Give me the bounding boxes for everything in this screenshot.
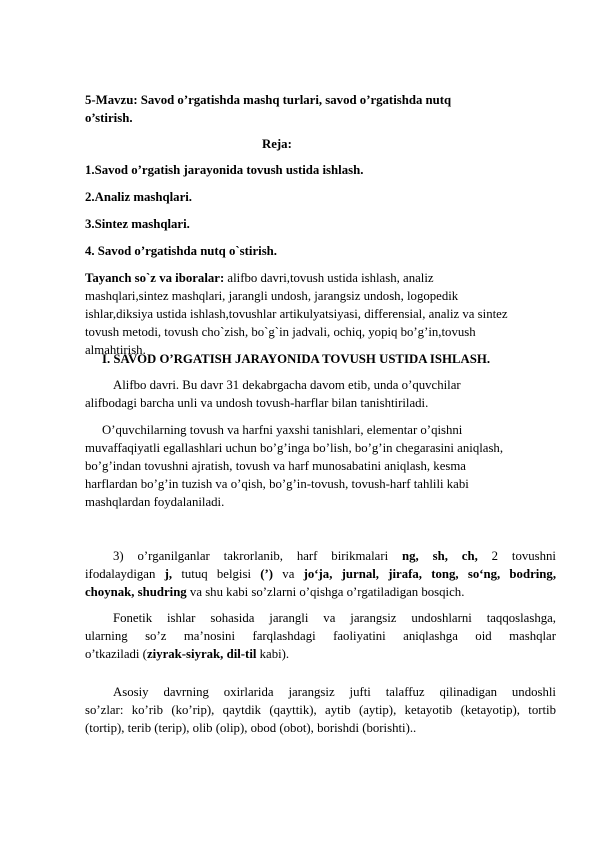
paragraph-2-line-4: harflardan bo’g’in tuzish va o’qish, bo’g’in-tovush, tovush-harf tahlili kabi [85,477,469,491]
paragraph-3-line-3: choynak, shudring va shu kabi so’zlarni o’qishga o’rgatiladigan bosqich. [85,585,465,599]
plan-item-4: 4. Savod o’rgatishda nutq o`stirish. [85,244,277,258]
paragraph-2-line-2: muvaffaqiyatli egallashlari uchun bo’g’inga bo’lish, bo’g’in chegarasini aniqlash, [85,441,504,455]
paragraph-1-line-2: alifbodagi barcha unli va undosh tovush-harflar bilan tanishtiriladi. [85,396,429,410]
keywords-line-5: almahtirish. [85,343,146,357]
plan-item-1: 1.Savod o’rgatish jarayonida tovush ustida ishlash. [85,163,364,177]
paragraph-1-line-1: Alifbo davri. Bu davr 31 dekabrgacha davom etib, unda o’quvchilar [113,378,461,392]
paragraph-5-line-1: Asosiy davrning oxirlarida jarangsiz jufti talaffuz qilinadigan undoshli [113,685,556,699]
paragraph-3-line-1: 3) o’rganilganlar takrorlanib, harf birikmalari ng, sh, ch, 2 tovushni [113,549,556,563]
paragraph-2-line-1: O’quvchilarning tovush va harfni yaxshi tanishlari, elementar o’qishni [102,423,463,437]
paragraph-4-line-2: ularning so’z ma’nosini farqlashdagi faoliyatini aniqlashga oid mashqlar [85,629,556,643]
keywords-label: Tayanch so`z va iboralar: [85,271,225,285]
paragraph-5-line-3: (tortip), terib (terip), olib (olip), obod (obot), borishdi (borishti).. [85,721,417,735]
keywords-line-2: mashqlari,sintez mashqlari, jarangli undosh, jarangsiz undosh, logopedik [85,289,459,303]
keywords-line-1: Tayanch so`z va iboralar: alifbo davri,tovush ustida ishlash, analiz [85,271,434,285]
keywords-line-4: tovush metodi, tovush cho`zish, bo`g`in jadvali, ochiq, yopiq bo’g’in,tovush [85,325,476,339]
keywords-line-3: ishlar,diksiya ustida ishlash,tovushlar artikulyatsiyasi, differensial, analiz va sintez [85,307,508,321]
plan-item-3: 3.Sintez mashqlari. [85,217,190,231]
topic-title-line-2: o’stirish. [85,111,133,125]
paragraph-2-line-3: bo’g’indan tovushni ajratish, tovush va harf munosabatini aniqlash, kesma [85,459,466,473]
plan-heading: Reja: [262,137,292,151]
paragraph-3-line-2: ifodalaydigan j, tutuq belgisi (’) va jo‘ja, jurnal, jirafa, tong, so‘ng, bodring, [85,567,557,581]
topic-title-line-1: 5-Mavzu: Savod o’rgatishda mashq turlari, savod o’rgatishda nutq [85,93,452,107]
plan-item-2: 2.Analiz mashqlari. [85,190,193,204]
paragraph-4-line-3: o’tkaziladi (ziyrak-siyrak, dil-til kabi). [85,647,290,661]
paragraph-4-line-1: Fonetik ishlar sohasida jarangli va jarangsiz undoshlarni taqqoslashga, [113,611,556,625]
paragraph-2-line-5: mashqlardan foydalaniladi. [85,495,225,509]
section-heading: I. SAVOD O’RGATISH JARAYONIDA TOVUSH USTIDA ISHLASH. [102,352,491,366]
paragraph-5-line-2: so’zlar: ko’rib (ko’rip), qaytdik (qayttik), aytib (aytip), ketayotib (ketayotip), tortib [85,703,556,717]
